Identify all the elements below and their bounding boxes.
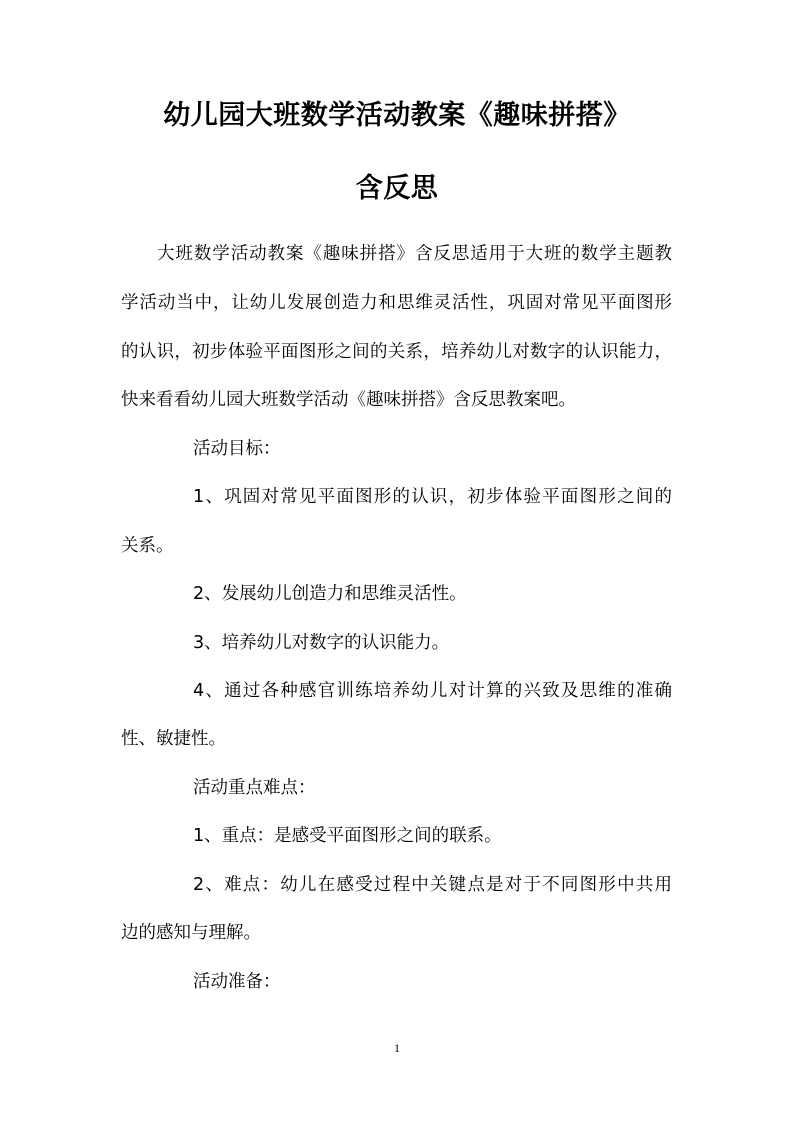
goals-heading: 活动目标： — [193, 439, 281, 459]
goal-item-4-line1: 4、通过各种感官训练培养幼儿对计算的兴致及思维的准确 — [193, 681, 672, 701]
key-point-item-2-line2: 边的感知与理解。 — [121, 923, 261, 943]
goal-item-4-line2: 性、敏捷性。 — [121, 729, 226, 749]
goal-item-1-line2: 关系。 — [121, 536, 174, 556]
intro-paragraph-line4: 快来看看幼儿园大班数学活动《趣味拼搭》含反思教案吧。 — [121, 390, 576, 410]
intro-paragraph-line3: 的认识，初步体验平面图形之间的关系，培养幼儿对数字的认识能力， — [121, 342, 672, 362]
document-title-line2: 含反思 — [355, 173, 439, 204]
key-points-heading: 活动重点难点： — [193, 778, 316, 798]
preparation-heading: 活动准备： — [193, 972, 281, 992]
page-number: 1 — [394, 1041, 400, 1055]
intro-paragraph-line1: 大班数学活动教案《趣味拼搭》含反思适用于大班的数学主题教 — [157, 244, 672, 264]
goal-item-1-line1: 1、巩固对常见平面图形的认识，初步体验平面图形之间的 — [193, 487, 672, 507]
goal-item-3: 3、培养幼儿对数字的认识能力。 — [193, 633, 450, 653]
goal-item-2: 2、发展幼儿创造力和思维灵活性。 — [193, 584, 467, 604]
document-title-line1: 幼儿园大班数学活动教案《趣味拼搭》 — [163, 100, 631, 131]
key-point-item-1: 1、重点：是感受平面图形之间的联系。 — [193, 826, 502, 846]
key-point-item-2-line1: 2、难点：幼儿在感受过程中关键点是对于不同图形中共用 — [193, 875, 672, 895]
intro-paragraph-line2: 学活动当中，让幼儿发展创造力和思维灵活性，巩固对常见平面图形 — [121, 293, 672, 313]
